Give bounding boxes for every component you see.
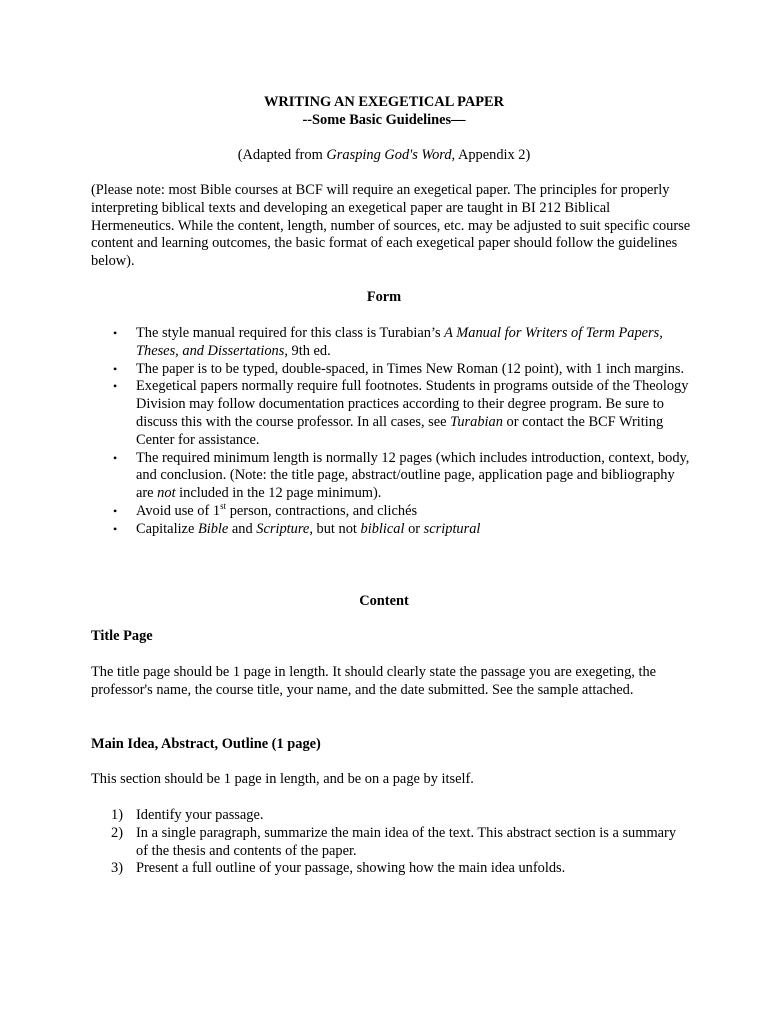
manual-title: A Manual for Writers of Term Papers, Theses, and Dissertations bbox=[136, 325, 663, 359]
bullet-icon: • bbox=[113, 361, 118, 376]
intro-note-paragraph: (Please note: most Bible courses at BCF will require an exegetical paper. The principles for properly interpreting biblical texts and developing an exegetical paper are taught in BI 212 Biblical Hermeneutics. While the content, length, number of sources, etc. may be adjusted to suit specific course content and learning outcomes, the basic format of each exegetical paper should follow the guidelines below). bbox=[91, 182, 691, 270]
turabian-emphasis: Turabian bbox=[450, 413, 503, 430]
bullet-icon: • bbox=[113, 379, 118, 394]
adapted-suffix: Appendix 2) bbox=[455, 147, 531, 163]
bullet-icon: • bbox=[113, 503, 118, 518]
list-item: • The required minimum length is normally 12 pages (which includes introduction, context, body, and conclusion. (Note: the title page, abstract/outline page, application page and bibliography are not included in the 12 page minimum). bbox=[113, 449, 690, 502]
list-marker: 1) bbox=[111, 807, 123, 823]
not-emphasis: not bbox=[157, 485, 176, 502]
adapted-book-title: Grasping God's Word, bbox=[326, 147, 456, 163]
adapted-from-line bbox=[0, 147, 768, 165]
list-item: 1) Identify your passage. bbox=[111, 807, 264, 823]
main-idea-heading: Main Idea, Abstract, Outline (1 page) bbox=[91, 736, 321, 752]
bullet-icon: • bbox=[113, 450, 118, 465]
adapted-prefix: (Adapted from bbox=[237, 147, 327, 163]
list-item: • The paper is to be typed, double-spaced, in Times New Roman (12 point), with 1 inch margins. bbox=[113, 360, 685, 377]
list-item: 2) In a single paragraph, summarize the main idea of the text. This abstract section is a summary of the thesis and contents of the paper. bbox=[111, 824, 677, 859]
list-item: • Exegetical papers normally require full footnotes. Students in programs outside of the Theology Division may follow documentation practices according to their degree program. Be sure to discuss this with the course professor. In all cases, see Turabian or contact the BCF Writing Center for assistance. bbox=[113, 378, 689, 448]
title-page-paragraph: The title page should be 1 page in length. It should clearly state the passage you are exegeting, the professor's name, the course title, your name, and the date submitted. See the sample attached. bbox=[91, 664, 657, 698]
list-item: 3) Present a full outline of your passage, showing how the main idea unfolds. bbox=[111, 860, 566, 877]
document-subtitle: --Some Basic Guidelines— bbox=[302, 112, 466, 128]
list-item: • Capitalize Bible and Scripture, but not biblical or scriptural bbox=[113, 520, 481, 537]
document-title: WRITING AN EXEGETICAL PAPER bbox=[263, 94, 504, 110]
list-item: • Avoid use of 1st person, contractions, and clichés bbox=[113, 500, 418, 519]
form-bullet-list bbox=[91, 325, 691, 539]
main-idea-numbered-list bbox=[91, 807, 691, 878]
list-marker: 3) bbox=[111, 860, 123, 877]
content-heading: Content bbox=[359, 593, 409, 609]
form-heading: Form bbox=[366, 289, 402, 305]
superscript-st: st bbox=[220, 500, 227, 511]
main-idea-paragraph: This section should be 1 page in length, and be on a page by itself. bbox=[91, 771, 474, 787]
bullet-icon: • bbox=[113, 521, 118, 536]
list-marker: 2) bbox=[111, 824, 123, 841]
bullet-icon: • bbox=[113, 326, 118, 340]
title-page-heading: Title Page bbox=[91, 628, 153, 644]
list-item: • The style manual required for this class is Turabian’s A Manual for Writers of Term Papers, Theses, and Dissertations, 9th ed. bbox=[113, 325, 663, 359]
